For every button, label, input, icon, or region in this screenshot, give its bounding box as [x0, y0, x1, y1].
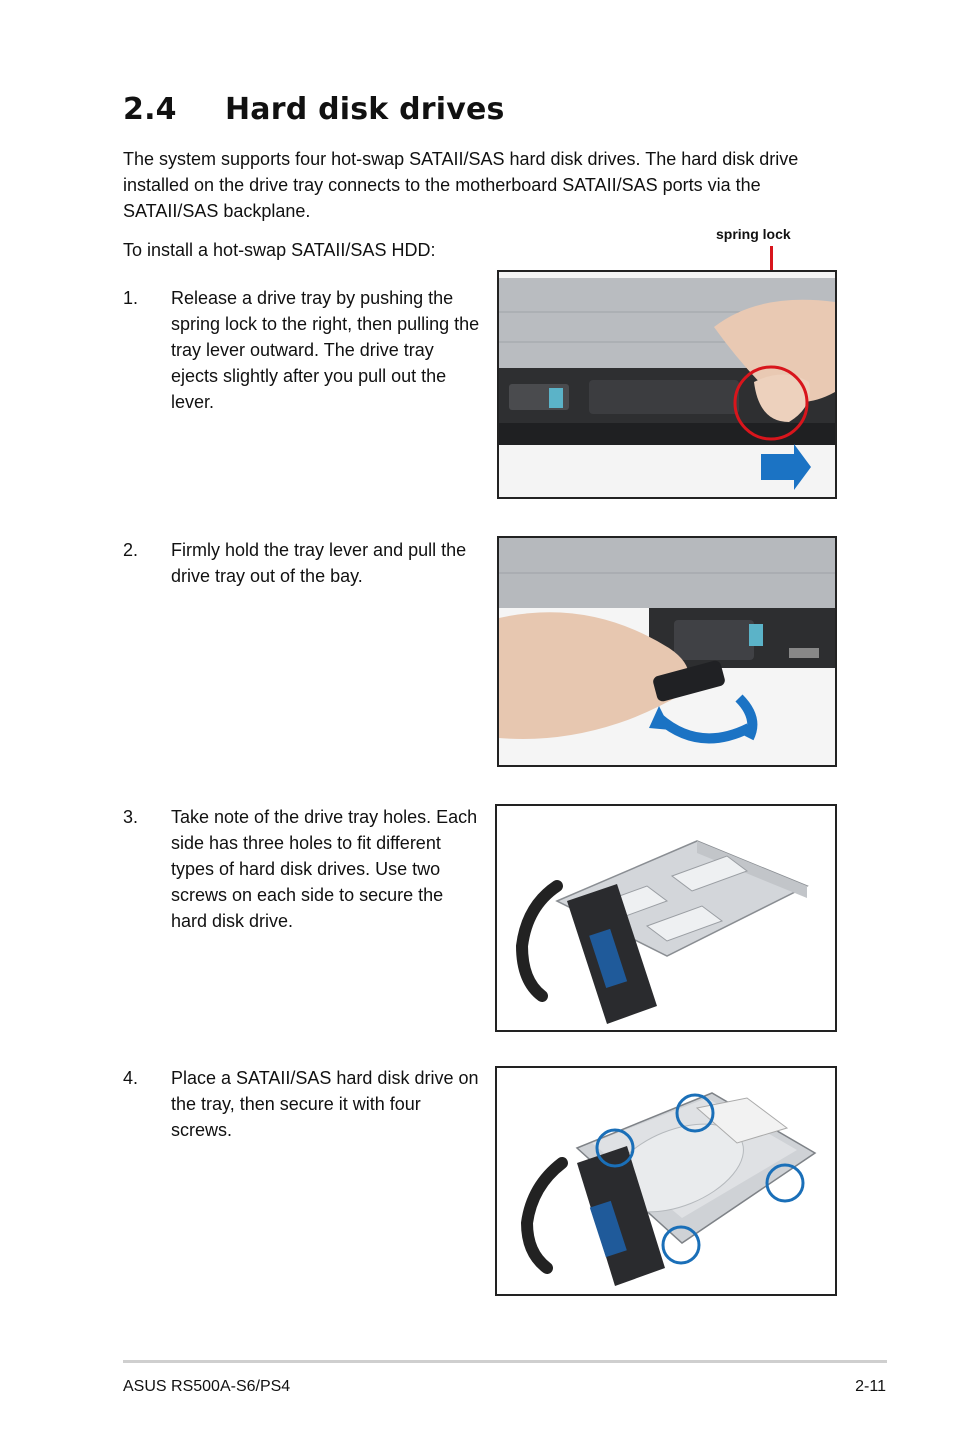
footer-page-number: 2-11 — [855, 1378, 886, 1395]
step-text: Place a SATAII/SAS hard disk drive on the tray, then secure it with four screws. — [171, 1068, 479, 1140]
step-number: 3. — [123, 807, 139, 827]
section-heading — [123, 92, 505, 127]
footer-divider — [123, 1360, 887, 1363]
instruction-line: To install a hot-swap SATAII/SAS HDD: — [123, 240, 436, 260]
figure-drive-with-screws — [495, 1066, 837, 1296]
step-text: Firmly hold the tray lever and pull the drive tray out of the bay. — [171, 540, 467, 586]
spring-lock-callout-label: spring lock — [716, 226, 791, 242]
section-number: 2.4 — [123, 92, 177, 127]
figure-empty-drive-tray — [495, 804, 837, 1032]
section-title: Hard disk drives — [225, 92, 505, 127]
step-number: 2. — [123, 540, 139, 560]
step-text: Take note of the drive tray holes. Each side has three holes to fit different types of hard disk drives. Use two screws on each side to secure the hard disk drive. — [171, 807, 478, 931]
intro-paragraph: The system supports four hot-swap SATAII/SAS hard disk drives. The hard disk drive installed on the drive tray connects to the motherboard SATAII/SAS ports via the SATAII/SAS backplane. — [123, 149, 799, 221]
figure-pull-tray — [497, 536, 837, 767]
footer-product: ASUS RS500A-S6/PS4 — [123, 1378, 291, 1395]
figure-release-tray — [497, 270, 837, 499]
step-number: 4. — [123, 1068, 139, 1088]
step-number: 1. — [123, 288, 139, 308]
step-text: Release a drive tray by pushing the spring lock to the right, then pulling the tray lever outward. The drive tray ejects slightly after you pull out the lever. — [171, 288, 480, 412]
